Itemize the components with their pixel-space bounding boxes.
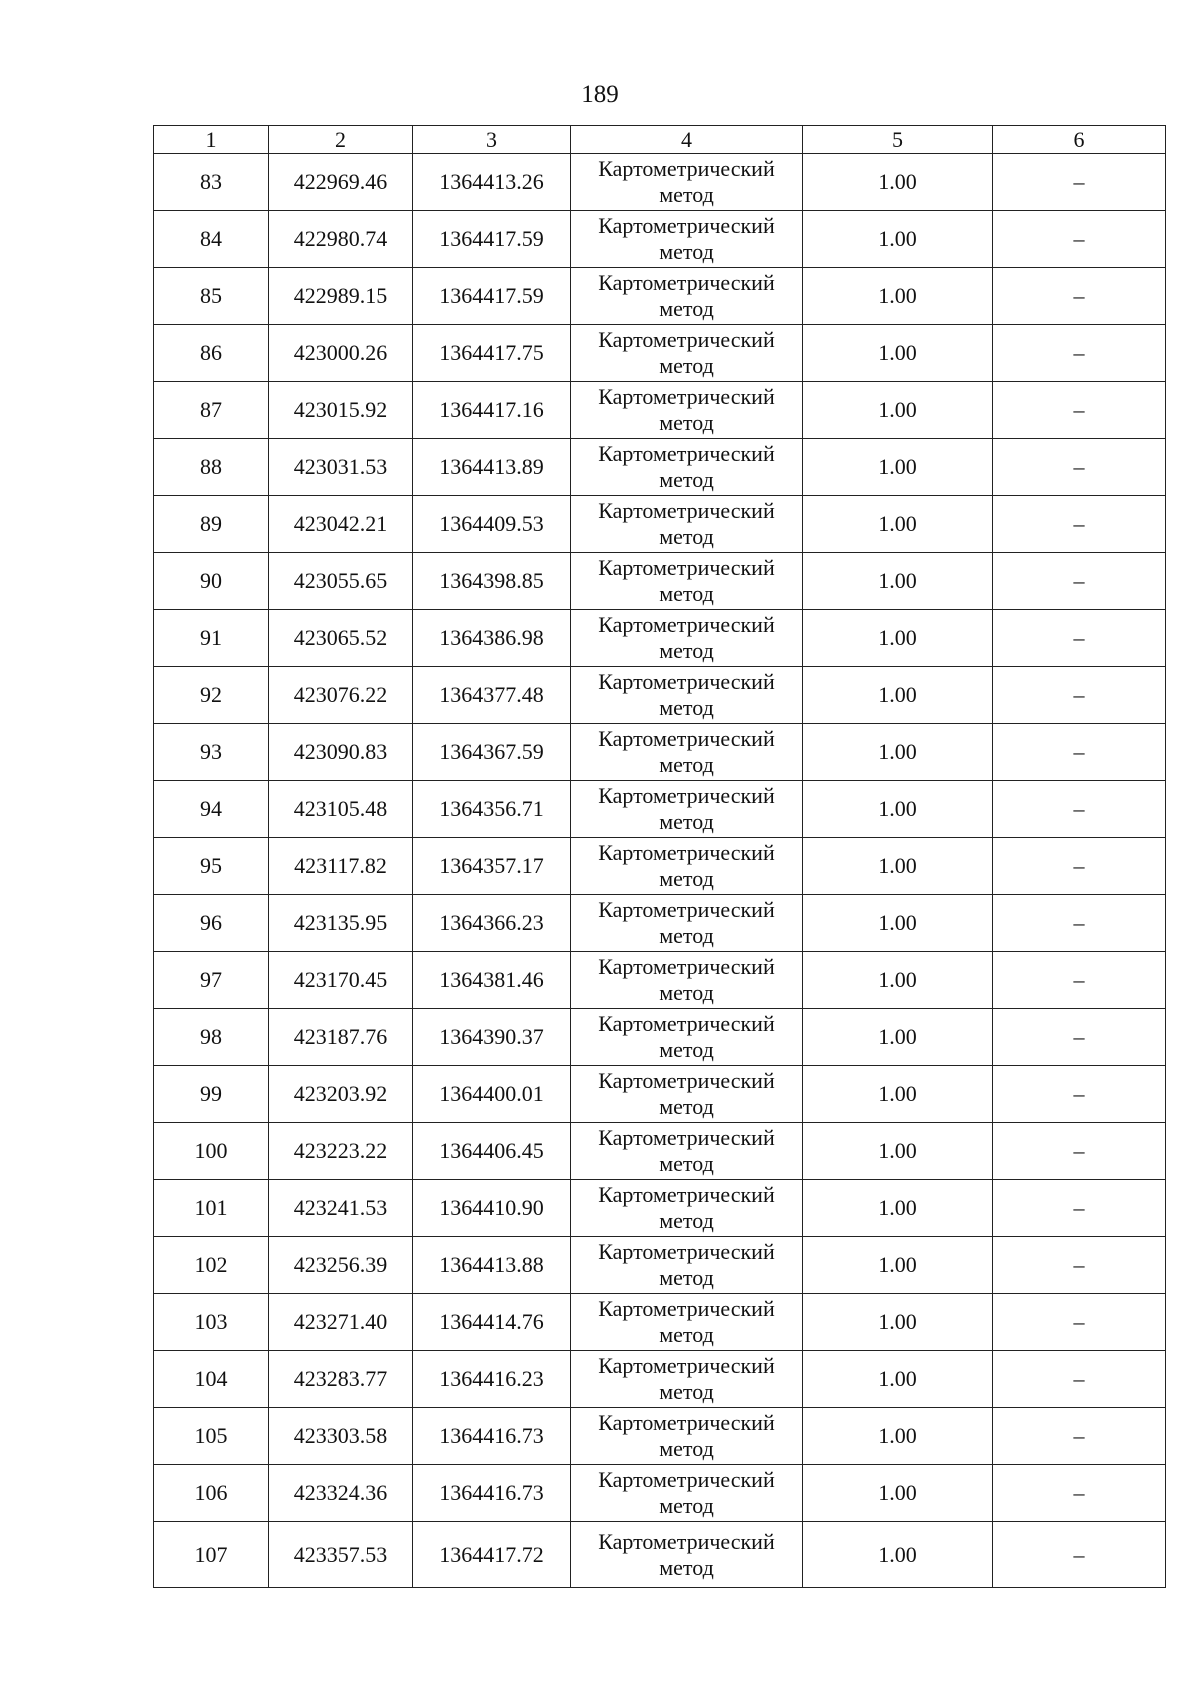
y-coordinate-cell: 1364416.73 xyxy=(413,1465,571,1522)
note-cell: – xyxy=(993,1180,1166,1237)
y-coordinate-cell: 1364400.01 xyxy=(413,1066,571,1123)
x-coordinate-cell: 423031.53 xyxy=(269,439,413,496)
method-cell: Картометрический метод xyxy=(571,1465,803,1522)
point-number-cell: 105 xyxy=(154,1408,269,1465)
x-coordinate-cell: 423324.36 xyxy=(269,1465,413,1522)
method-cell: Картометрический метод xyxy=(571,952,803,1009)
y-coordinate-cell: 1364416.23 xyxy=(413,1351,571,1408)
y-coordinate-cell: 1364356.71 xyxy=(413,781,571,838)
point-number-cell: 89 xyxy=(154,496,269,553)
table-row xyxy=(154,325,1166,382)
note-cell: – xyxy=(993,1009,1166,1066)
y-coordinate-cell: 1364417.16 xyxy=(413,382,571,439)
y-coordinate-cell: 1364381.46 xyxy=(413,952,571,1009)
accuracy-cell: 1.00 xyxy=(803,1408,993,1465)
accuracy-cell: 1.00 xyxy=(803,1123,993,1180)
y-coordinate-cell: 1364367.59 xyxy=(413,724,571,781)
x-coordinate-cell: 423042.21 xyxy=(269,496,413,553)
x-coordinate-cell: 423090.83 xyxy=(269,724,413,781)
accuracy-cell: 1.00 xyxy=(803,1351,993,1408)
column-header-1: 1 xyxy=(154,126,269,154)
x-coordinate-cell: 423065.52 xyxy=(269,610,413,667)
table-row xyxy=(154,1123,1166,1180)
table-row xyxy=(154,382,1166,439)
table-row xyxy=(154,667,1166,724)
table-row xyxy=(154,496,1166,553)
note-cell: – xyxy=(993,1066,1166,1123)
y-coordinate-cell: 1364414.76 xyxy=(413,1294,571,1351)
accuracy-cell: 1.00 xyxy=(803,154,993,211)
table-row xyxy=(154,610,1166,667)
note-cell: – xyxy=(993,895,1166,952)
table-row xyxy=(154,1009,1166,1066)
point-number-cell: 87 xyxy=(154,382,269,439)
note-cell: – xyxy=(993,268,1166,325)
accuracy-cell: 1.00 xyxy=(803,1465,993,1522)
y-coordinate-cell: 1364417.59 xyxy=(413,211,571,268)
x-coordinate-cell: 423187.76 xyxy=(269,1009,413,1066)
table-row xyxy=(154,1465,1166,1522)
y-coordinate-cell: 1364417.72 xyxy=(413,1522,571,1588)
x-coordinate-cell: 422969.46 xyxy=(269,154,413,211)
point-number-cell: 96 xyxy=(154,895,269,952)
accuracy-cell: 1.00 xyxy=(803,1066,993,1123)
accuracy-cell: 1.00 xyxy=(803,1237,993,1294)
y-coordinate-cell: 1364398.85 xyxy=(413,553,571,610)
accuracy-cell: 1.00 xyxy=(803,496,993,553)
note-cell: – xyxy=(993,1522,1166,1588)
accuracy-cell: 1.00 xyxy=(803,838,993,895)
x-coordinate-cell: 423271.40 xyxy=(269,1294,413,1351)
method-cell: Картометрический метод xyxy=(571,553,803,610)
point-number-cell: 84 xyxy=(154,211,269,268)
x-coordinate-cell: 423203.92 xyxy=(269,1066,413,1123)
accuracy-cell: 1.00 xyxy=(803,952,993,1009)
method-cell: Картометрический метод xyxy=(571,382,803,439)
table-row xyxy=(154,154,1166,211)
method-cell: Картометрический метод xyxy=(571,895,803,952)
method-cell: Картометрический метод xyxy=(571,610,803,667)
table-row xyxy=(154,781,1166,838)
accuracy-cell: 1.00 xyxy=(803,781,993,838)
table-row xyxy=(154,1522,1166,1588)
note-cell: – xyxy=(993,154,1166,211)
x-coordinate-cell: 423105.48 xyxy=(269,781,413,838)
point-number-cell: 99 xyxy=(154,1066,269,1123)
point-number-cell: 100 xyxy=(154,1123,269,1180)
x-coordinate-cell: 423241.53 xyxy=(269,1180,413,1237)
table-row xyxy=(154,895,1166,952)
accuracy-cell: 1.00 xyxy=(803,610,993,667)
method-cell: Картометрический метод xyxy=(571,1408,803,1465)
accuracy-cell: 1.00 xyxy=(803,211,993,268)
y-coordinate-cell: 1364377.48 xyxy=(413,667,571,724)
note-cell: – xyxy=(993,325,1166,382)
x-coordinate-cell: 423117.82 xyxy=(269,838,413,895)
accuracy-cell: 1.00 xyxy=(803,667,993,724)
y-coordinate-cell: 1364357.17 xyxy=(413,838,571,895)
y-coordinate-cell: 1364413.26 xyxy=(413,154,571,211)
x-coordinate-cell: 423135.95 xyxy=(269,895,413,952)
y-coordinate-cell: 1364416.73 xyxy=(413,1408,571,1465)
x-coordinate-cell: 423000.26 xyxy=(269,325,413,382)
x-coordinate-cell: 423223.22 xyxy=(269,1123,413,1180)
y-coordinate-cell: 1364413.88 xyxy=(413,1237,571,1294)
table-row xyxy=(154,1408,1166,1465)
x-coordinate-cell: 423055.65 xyxy=(269,553,413,610)
accuracy-cell: 1.00 xyxy=(803,1009,993,1066)
table-row xyxy=(154,1066,1166,1123)
x-coordinate-cell: 423283.77 xyxy=(269,1351,413,1408)
note-cell: – xyxy=(993,610,1166,667)
note-cell: – xyxy=(993,496,1166,553)
table-row xyxy=(154,838,1166,895)
column-header-3: 3 xyxy=(413,126,571,154)
table-row xyxy=(154,1237,1166,1294)
point-number-cell: 102 xyxy=(154,1237,269,1294)
table-row xyxy=(154,1351,1166,1408)
y-coordinate-cell: 1364410.90 xyxy=(413,1180,571,1237)
point-number-cell: 101 xyxy=(154,1180,269,1237)
method-cell: Картометрический метод xyxy=(571,439,803,496)
x-coordinate-cell: 422989.15 xyxy=(269,268,413,325)
point-number-cell: 104 xyxy=(154,1351,269,1408)
x-coordinate-cell: 423076.22 xyxy=(269,667,413,724)
method-cell: Картометрический метод xyxy=(571,1123,803,1180)
method-cell: Картометрический метод xyxy=(571,724,803,781)
note-cell: – xyxy=(993,1408,1166,1465)
y-coordinate-cell: 1364366.23 xyxy=(413,895,571,952)
method-cell: Картометрический метод xyxy=(571,1237,803,1294)
accuracy-cell: 1.00 xyxy=(803,1294,993,1351)
accuracy-cell: 1.00 xyxy=(803,1522,993,1588)
y-coordinate-cell: 1364406.45 xyxy=(413,1123,571,1180)
accuracy-cell: 1.00 xyxy=(803,553,993,610)
column-header-2: 2 xyxy=(269,126,413,154)
point-number-cell: 103 xyxy=(154,1294,269,1351)
accuracy-cell: 1.00 xyxy=(803,724,993,781)
accuracy-cell: 1.00 xyxy=(803,268,993,325)
y-coordinate-cell: 1364409.53 xyxy=(413,496,571,553)
point-number-cell: 83 xyxy=(154,154,269,211)
method-cell: Картометрический метод xyxy=(571,154,803,211)
point-number-cell: 91 xyxy=(154,610,269,667)
accuracy-cell: 1.00 xyxy=(803,895,993,952)
note-cell: – xyxy=(993,838,1166,895)
method-cell: Картометрический метод xyxy=(571,1066,803,1123)
y-coordinate-cell: 1364390.37 xyxy=(413,1009,571,1066)
point-number-cell: 107 xyxy=(154,1522,269,1588)
x-coordinate-cell: 423015.92 xyxy=(269,382,413,439)
point-number-cell: 93 xyxy=(154,724,269,781)
y-coordinate-cell: 1364413.89 xyxy=(413,439,571,496)
note-cell: – xyxy=(993,439,1166,496)
accuracy-cell: 1.00 xyxy=(803,439,993,496)
accuracy-cell: 1.00 xyxy=(803,382,993,439)
point-number-cell: 97 xyxy=(154,952,269,1009)
method-cell: Картометрический метод xyxy=(571,838,803,895)
table-header-row xyxy=(154,126,1166,154)
note-cell: – xyxy=(993,781,1166,838)
y-coordinate-cell: 1364386.98 xyxy=(413,610,571,667)
note-cell: – xyxy=(993,724,1166,781)
method-cell: Картометрический метод xyxy=(571,1522,803,1588)
point-number-cell: 95 xyxy=(154,838,269,895)
x-coordinate-cell: 422980.74 xyxy=(269,211,413,268)
accuracy-cell: 1.00 xyxy=(803,325,993,382)
column-header-6: 6 xyxy=(993,126,1166,154)
note-cell: – xyxy=(993,667,1166,724)
table-row xyxy=(154,1180,1166,1237)
x-coordinate-cell: 423357.53 xyxy=(269,1522,413,1588)
point-number-cell: 85 xyxy=(154,268,269,325)
method-cell: Картометрический метод xyxy=(571,325,803,382)
note-cell: – xyxy=(993,382,1166,439)
point-number-cell: 90 xyxy=(154,553,269,610)
method-cell: Картометрический метод xyxy=(571,1294,803,1351)
y-coordinate-cell: 1364417.75 xyxy=(413,325,571,382)
note-cell: – xyxy=(993,1465,1166,1522)
x-coordinate-cell: 423170.45 xyxy=(269,952,413,1009)
method-cell: Картометрический метод xyxy=(571,211,803,268)
point-number-cell: 86 xyxy=(154,325,269,382)
table-row xyxy=(154,952,1166,1009)
point-number-cell: 98 xyxy=(154,1009,269,1066)
x-coordinate-cell: 423303.58 xyxy=(269,1408,413,1465)
method-cell: Картометрический метод xyxy=(571,781,803,838)
note-cell: – xyxy=(993,1351,1166,1408)
point-number-cell: 94 xyxy=(154,781,269,838)
method-cell: Картометрический метод xyxy=(571,1180,803,1237)
method-cell: Картометрический метод xyxy=(571,496,803,553)
table-row xyxy=(154,211,1166,268)
y-coordinate-cell: 1364417.59 xyxy=(413,268,571,325)
point-number-cell: 88 xyxy=(154,439,269,496)
point-number-cell: 106 xyxy=(154,1465,269,1522)
note-cell: – xyxy=(993,211,1166,268)
table-row xyxy=(154,439,1166,496)
method-cell: Картометрический метод xyxy=(571,667,803,724)
coordinates-table xyxy=(153,125,1166,1588)
note-cell: – xyxy=(993,1294,1166,1351)
note-cell: – xyxy=(993,952,1166,1009)
table-row xyxy=(154,268,1166,325)
column-header-5: 5 xyxy=(803,126,993,154)
x-coordinate-cell: 423256.39 xyxy=(269,1237,413,1294)
table-row xyxy=(154,553,1166,610)
method-cell: Картометрический метод xyxy=(571,1009,803,1066)
note-cell: – xyxy=(993,553,1166,610)
note-cell: – xyxy=(993,1123,1166,1180)
table-row xyxy=(154,1294,1166,1351)
method-cell: Картометрический метод xyxy=(571,268,803,325)
page-number: 189 xyxy=(581,81,619,108)
table-row xyxy=(154,724,1166,781)
note-cell: – xyxy=(993,1237,1166,1294)
accuracy-cell: 1.00 xyxy=(803,1180,993,1237)
point-number-cell: 92 xyxy=(154,667,269,724)
column-header-4: 4 xyxy=(571,126,803,154)
method-cell: Картометрический метод xyxy=(571,1351,803,1408)
